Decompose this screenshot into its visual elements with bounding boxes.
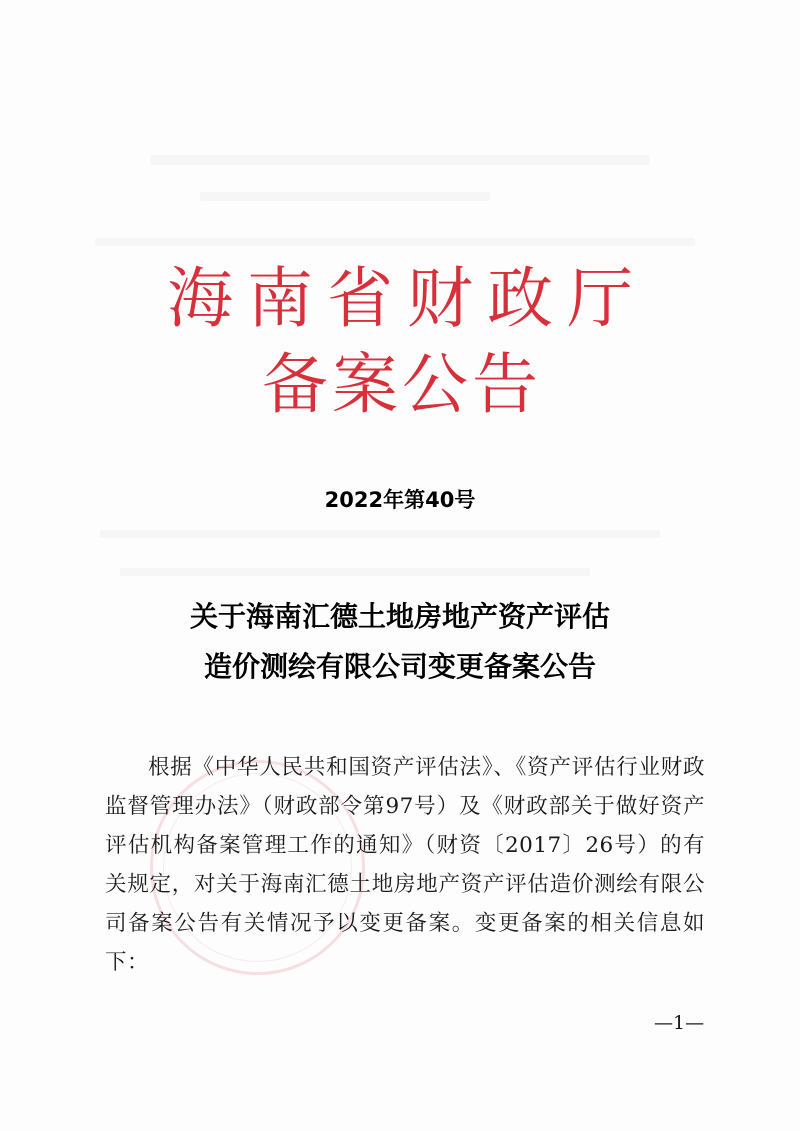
reverse-side-show-through bbox=[95, 238, 695, 246]
document-title-line-1: 关于海南汇德土地房地产资产评估 bbox=[189, 600, 610, 633]
document-title-line-2: 造价测绘有限公司变更备案公告 bbox=[203, 650, 596, 683]
page-number: —1— bbox=[654, 1012, 705, 1034]
issuer-header-title: 海南省财政厅 bbox=[167, 260, 647, 337]
reverse-side-show-through bbox=[100, 530, 660, 538]
reverse-side-show-through bbox=[120, 568, 590, 576]
reverse-side-show-through bbox=[150, 155, 650, 165]
document-number: 2022年第40号 bbox=[324, 488, 476, 512]
reverse-side-show-through bbox=[200, 192, 490, 201]
issuer-header-subtitle: 备案公告 bbox=[262, 346, 542, 423]
body-paragraph: 根据《中华人民共和国资产评估法》、《资产评估行业财政监督管理办法》（财政部令第97号）及《财政部关于做好资产评估机构备案管理工作的通知》（财资〔2017〕26号）的有关规定，对关于海南汇德土地房地产资产评估造价测绘有限公司备案公告有关情况予以变更备案。变更备案的相关信息如下： bbox=[105, 754, 705, 975]
